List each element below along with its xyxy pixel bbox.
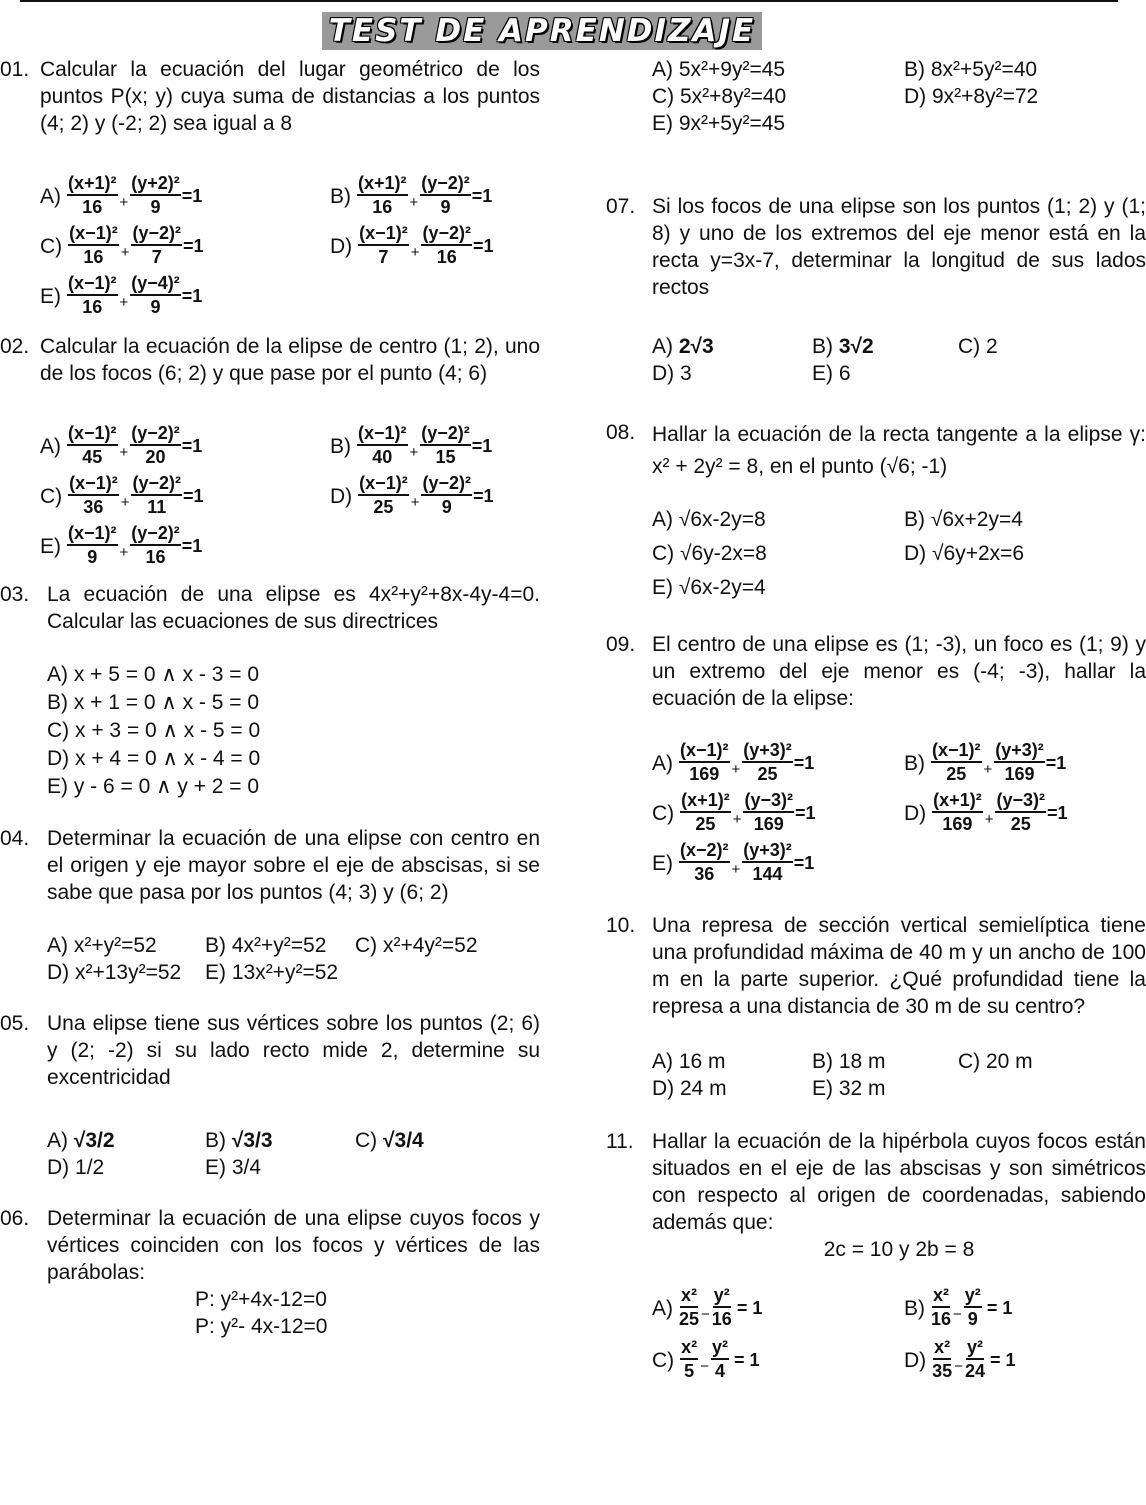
option-c — [40, 223, 330, 269]
option-a — [652, 503, 904, 537]
option-d — [330, 223, 494, 269]
option-b — [205, 1127, 355, 1154]
option-e — [652, 571, 766, 605]
fraction — [932, 790, 983, 836]
denominator: 144 — [752, 864, 783, 884]
numerator: (y+2)² — [130, 173, 181, 196]
fraction — [679, 840, 730, 886]
fraction — [743, 790, 794, 836]
option-e: E) 32 m — [812, 1077, 886, 1100]
option-c: C) x²+4y²=52 — [355, 934, 478, 957]
numerator: y² — [713, 1285, 731, 1308]
option-label: E) — [652, 576, 673, 599]
denominator: 16 — [372, 197, 393, 217]
denominator: 169 — [1004, 764, 1035, 784]
denominator: 25 — [373, 497, 394, 517]
question-04 — [0, 825, 540, 986]
question-09 — [606, 631, 1146, 886]
question-07 — [606, 193, 1146, 387]
fraction — [358, 473, 409, 519]
left-column — [0, 56, 540, 1360]
denominator: 25 — [757, 764, 778, 784]
equals-one: =1 — [182, 235, 204, 256]
denominator: 9 — [440, 197, 451, 217]
fraction — [680, 790, 731, 836]
operator: − — [953, 1305, 962, 1323]
fraction — [931, 1285, 951, 1331]
option-a — [40, 173, 330, 219]
numerator: (x+1)² — [680, 790, 731, 813]
operator: + — [120, 243, 130, 261]
operator: − — [700, 1357, 709, 1375]
numerator: (y−2)² — [420, 423, 471, 446]
option-label: E) — [40, 534, 61, 558]
option-value: 1/2 — [75, 1156, 105, 1179]
numerator: (y−2)² — [421, 223, 472, 246]
fraction — [712, 1285, 732, 1331]
option-b: B) x + 1 = 0 ∧ x - 5 = 0 — [47, 691, 260, 714]
denominator: 16 — [82, 197, 103, 217]
equals-one: =1 — [794, 802, 816, 823]
numerator: (x−1)² — [67, 523, 118, 546]
numerator: (x−2)² — [679, 840, 730, 863]
numerator: (y+3)² — [742, 740, 793, 763]
denominator: 9 — [87, 547, 98, 567]
parabola-1: P: y²+4x-12=0 — [195, 1288, 327, 1311]
equals-one: =1 — [181, 185, 203, 206]
option-b — [904, 1285, 1012, 1331]
equals-one: =1 — [1045, 752, 1067, 773]
denominator: 9 — [150, 297, 161, 317]
option-label: C) — [652, 801, 675, 825]
option-a: A) 16 m — [652, 1050, 726, 1073]
numerator: (x+1)² — [67, 173, 118, 196]
fraction — [742, 840, 793, 886]
question-05 — [0, 1010, 540, 1181]
question-number: 06. — [0, 1207, 30, 1230]
denominator: 15 — [435, 447, 456, 467]
question-01 — [0, 56, 540, 319]
fraction — [932, 1337, 952, 1383]
question-text: Determinar la ecuación de una elipse con centro en el origen y eje mayor sobre el eje de abscisas, si se sabe que pasa por los puntos (4; 3) y (6; 2) — [47, 827, 540, 904]
option-b — [330, 173, 492, 219]
question-02 — [0, 333, 540, 569]
numerator: (x−1)² — [67, 273, 118, 296]
option-value: √6x-2y=4 — [678, 576, 766, 599]
option-label: C) — [355, 1129, 378, 1152]
question-number: 07. — [606, 195, 636, 218]
option-label: D) — [652, 362, 675, 385]
option-e — [812, 360, 851, 387]
equals-one: =1 — [181, 535, 203, 556]
denominator: 9 — [967, 1309, 978, 1329]
numerator: (y+3)² — [994, 740, 1045, 763]
question-text: Una represa de sección vertical semielíptica tiene una profundidad máxima de 40 m y un ancho de 100 m en la parte superior. ¿Qué profundidad tiene la represa a una distancia de 30 m de su centro? — [652, 914, 1146, 1018]
option-b — [904, 503, 1023, 537]
numerator: y² — [711, 1337, 729, 1360]
denominator: 25 — [695, 814, 716, 834]
question-number: 08. — [606, 421, 636, 444]
option-d: D) 9x²+8y²=72 — [904, 85, 1039, 108]
operator: + — [410, 243, 420, 261]
page-title: TEST DE APRENDIZAJE — [328, 12, 756, 49]
option-label: C) — [652, 542, 675, 565]
option-a — [652, 333, 812, 360]
option-label: E) — [652, 851, 673, 875]
option-value: 2√3 — [678, 335, 714, 358]
fraction — [679, 1285, 699, 1331]
denominator: 35 — [932, 1361, 953, 1381]
operator: + — [410, 493, 420, 511]
option-label: B) — [904, 751, 925, 775]
given-values: 2c = 10 y 2b = 8 — [823, 1238, 975, 1261]
equals-one: = 1 — [733, 1349, 760, 1370]
option-value: 2 — [986, 335, 998, 358]
equals-one: = 1 — [990, 1349, 1016, 1370]
option-b — [904, 740, 1066, 786]
equals-one: =1 — [182, 485, 204, 506]
equals-one: =1 — [472, 485, 494, 506]
option-a: A) x²+y²=52 — [47, 934, 157, 957]
option-label: B) — [904, 1296, 925, 1320]
question-text: Hallar la ecuación de la hipérbola cuyos focos están situados en el eje de las abscisas y son simétricos con respecto al origen de coordenadas, sabiendo además que: — [652, 1130, 1146, 1234]
option-c — [355, 1127, 424, 1154]
denominator: 16 — [82, 297, 103, 317]
denominator: 9 — [441, 497, 452, 517]
option-label: E) — [812, 362, 833, 385]
denominator: 45 — [82, 447, 103, 467]
option-value: 6 — [838, 362, 851, 385]
numerator: (x+1)² — [357, 173, 408, 196]
operator: + — [731, 760, 741, 778]
numerator: (x−1)² — [68, 223, 119, 246]
denominator: 16 — [436, 247, 457, 267]
option-label: B) — [904, 508, 925, 531]
numerator: (x−1)² — [357, 423, 408, 446]
operator: + — [409, 193, 419, 211]
numerator: (y−2)² — [420, 173, 471, 196]
option-label: A) — [40, 184, 61, 208]
option-value: √6y-2x=8 — [680, 542, 767, 565]
option-label: C) — [958, 335, 981, 358]
fraction — [711, 1337, 729, 1383]
question-number: 04. — [0, 827, 30, 850]
option-b: B) 8x²+5y²=40 — [904, 58, 1038, 81]
option-label: A) — [652, 508, 673, 531]
equals-one: = 1 — [736, 1297, 763, 1318]
denominator: 169 — [753, 814, 784, 834]
numerator: y² — [964, 1285, 982, 1308]
operator: − — [701, 1305, 710, 1323]
denominator: 169 — [689, 764, 720, 784]
option-e — [40, 273, 202, 319]
equals-one: =1 — [181, 285, 203, 306]
question-number: 01. — [0, 58, 30, 81]
question-text: Calcular la ecuación de la elipse de centro (1; 2), uno de los focos (6; 2) y que pase por el punto (4; 6) — [40, 335, 540, 385]
option-value: 3/4 — [231, 1156, 262, 1179]
fraction — [679, 740, 730, 786]
numerator: (y+3)² — [742, 840, 793, 863]
equals-one: = 1 — [986, 1297, 1013, 1318]
equals-one: =1 — [793, 852, 815, 873]
operator: + — [119, 543, 129, 561]
option-label: A) — [652, 335, 673, 358]
question-text: Una elipse tiene sus vértices sobre los puntos (2; 6) y (2; -2) si su lado recto mide 2, determine su excentricidad — [47, 1012, 540, 1089]
fraction — [67, 523, 118, 569]
option-c — [40, 473, 330, 519]
denominator: 11 — [147, 497, 167, 517]
option-e — [652, 840, 814, 886]
option-d: D) x + 4 = 0 ∧ x - 4 = 0 — [47, 747, 261, 770]
option-d — [652, 360, 812, 387]
denominator: 16 — [711, 1309, 732, 1329]
option-e: E) y - 6 = 0 ∧ y + 2 = 0 — [47, 775, 260, 798]
option-d: D) x²+13y²=52 — [47, 961, 182, 984]
denominator: 25 — [1010, 814, 1031, 834]
equals-one: =1 — [1046, 802, 1068, 823]
denominator: 16 — [83, 247, 104, 267]
numerator: (x−1)² — [358, 223, 409, 246]
fraction — [357, 173, 408, 219]
option-label: E) — [40, 284, 61, 308]
option-b: B) 4x²+y²=52 — [205, 934, 327, 957]
numerator: (y−3)² — [995, 790, 1046, 813]
denominator: 36 — [694, 864, 715, 884]
option-value: √6x-2y=8 — [678, 508, 766, 531]
denominator: 5 — [684, 1361, 695, 1381]
option-label: C) — [40, 484, 63, 508]
equals-one: =1 — [793, 752, 815, 773]
numerator: y² — [966, 1337, 984, 1360]
question-10 — [606, 912, 1146, 1102]
numerator: x² — [932, 1285, 950, 1308]
operator: + — [409, 443, 419, 461]
option-label: D) — [904, 801, 927, 825]
option-c: C) x + 3 = 0 ∧ x - 5 = 0 — [47, 719, 261, 742]
operator: + — [731, 860, 741, 878]
option-label: C) — [652, 1348, 675, 1372]
fraction — [131, 473, 182, 519]
option-label: D) — [47, 1156, 70, 1179]
question-text: Determinar la ecuación de una elipse cuyos focos y vértices coinciden con los focos y vértices de las parábolas: — [47, 1207, 540, 1284]
numerator: (x−1)² — [679, 740, 730, 763]
option-label: D) — [904, 542, 927, 565]
operator: − — [954, 1357, 963, 1375]
fraction — [420, 423, 471, 469]
fraction — [130, 273, 181, 319]
question-number: 02. — [0, 335, 30, 358]
option-b: B) 18 m — [812, 1050, 886, 1073]
question-text: Hallar la ecuación de la recta tangente a la elipse γ: x² + 2y² = 8, en el punto (√6; -1) — [652, 423, 1146, 478]
option-label: D) — [904, 1348, 927, 1372]
option-c — [958, 333, 998, 360]
option-label: B) — [330, 184, 351, 208]
equals-one: =1 — [181, 435, 203, 456]
option-c — [652, 790, 904, 836]
numerator: (y−2)² — [421, 473, 472, 496]
numerator: (x−1)² — [68, 473, 119, 496]
question-text: Calcular la ecuación del lugar geométrico de los puntos P(x; y) cuya suma de distancias a los puntos (4; 2) y (-2; 2) sea igual a 8 — [40, 58, 540, 135]
option-e: E) 13x²+y²=52 — [205, 961, 339, 984]
option-c — [652, 537, 904, 571]
equals-one: =1 — [471, 185, 493, 206]
question-11 — [606, 1128, 1146, 1383]
option-e: E) 9x²+5y²=45 — [652, 112, 786, 135]
option-a: A) x + 5 = 0 ∧ x - 3 = 0 — [47, 663, 260, 686]
question-03 — [0, 581, 540, 801]
option-d — [47, 1154, 205, 1181]
option-label: A) — [652, 751, 673, 775]
option-a — [652, 1285, 904, 1331]
option-value: √3/3 — [231, 1129, 273, 1152]
option-value: √6y+2x=6 — [932, 542, 1025, 565]
option-d: D) 24 m — [652, 1077, 727, 1100]
operator: + — [984, 810, 994, 828]
fraction — [421, 473, 472, 519]
option-a — [47, 1127, 205, 1154]
denominator: 25 — [946, 764, 967, 784]
option-label: D) — [330, 234, 353, 258]
option-label: A) — [40, 434, 61, 458]
option-b — [812, 333, 958, 360]
option-a — [652, 740, 904, 786]
question-text: Si los focos de una elipse son los puntos (1; 2) y (1; 8) y uno de los extremos del eje menor está en la recta y=3x-7, determinar la longitud de sus lados rectos — [652, 195, 1146, 299]
fraction — [420, 173, 471, 219]
question-number: 05. — [0, 1012, 30, 1035]
fraction — [130, 173, 181, 219]
operator: + — [983, 760, 993, 778]
title-banner — [322, 12, 762, 50]
option-c: C) 5x²+8y²=40 — [652, 85, 787, 108]
option-a: A) 5x²+9y²=45 — [652, 58, 786, 81]
option-d — [904, 790, 1068, 836]
fraction — [67, 173, 118, 219]
denominator: 24 — [964, 1361, 985, 1381]
equals-one: =1 — [471, 435, 493, 456]
question-number: 11. — [606, 1130, 634, 1153]
option-label: C) — [40, 234, 63, 258]
numerator: (y−2)² — [130, 523, 181, 546]
numerator: x² — [680, 1285, 698, 1308]
question-08 — [606, 419, 1146, 605]
right-column — [606, 56, 1146, 1403]
fraction — [994, 740, 1045, 786]
option-d — [330, 473, 494, 519]
question-06 — [0, 1205, 540, 1340]
fraction — [68, 223, 119, 269]
option-e — [40, 523, 202, 569]
denominator: 16 — [145, 547, 166, 567]
option-value: √3/4 — [383, 1129, 424, 1152]
question-number: 10. — [606, 914, 636, 937]
fraction — [742, 740, 793, 786]
denominator: 9 — [150, 197, 161, 217]
fraction — [931, 740, 982, 786]
fraction — [67, 423, 118, 469]
denominator: 7 — [378, 247, 389, 267]
numerator: (y−4)² — [130, 273, 181, 296]
operator: + — [119, 293, 129, 311]
fraction — [130, 523, 181, 569]
fraction — [964, 1285, 982, 1331]
option-value: 3 — [680, 362, 692, 385]
numerator: (y−2)² — [131, 223, 182, 246]
option-label: E) — [205, 1156, 226, 1179]
question-06-options — [606, 56, 1146, 137]
fraction — [680, 1337, 698, 1383]
numerator: x² — [680, 1337, 698, 1360]
numerator: (x+1)² — [932, 790, 983, 813]
option-b — [330, 423, 492, 469]
option-label: B) — [812, 335, 833, 358]
fraction — [67, 273, 118, 319]
numerator: (y−3)² — [743, 790, 794, 813]
fraction — [421, 223, 472, 269]
denominator: 40 — [372, 447, 393, 467]
numerator: (x−1)² — [931, 740, 982, 763]
operator: + — [119, 443, 129, 461]
option-a — [40, 423, 330, 469]
option-value: 3√2 — [838, 335, 874, 358]
operator: + — [120, 493, 130, 511]
option-e — [205, 1154, 261, 1181]
numerator: (y−2)² — [131, 473, 182, 496]
fraction — [995, 790, 1046, 836]
question-text: La ecuación de una elipse es 4x²+y²+8x-4y-4=0. Calcular las ecuaciones de sus directrices — [47, 583, 540, 633]
fraction — [131, 223, 182, 269]
fraction — [965, 1337, 985, 1383]
numerator: x² — [933, 1337, 951, 1360]
option-label: A) — [652, 1296, 673, 1320]
question-number: 03. — [0, 583, 30, 606]
option-c: C) 20 m — [958, 1050, 1033, 1073]
fraction — [68, 473, 119, 519]
parabola-2: P: y²- 4x-12=0 — [195, 1315, 328, 1338]
question-text: El centro de una elipse es (1; -3), un foco es (1; 9) y un extremo del eje menor es (-4; -3), hallar la ecuación de la elipse: — [652, 633, 1146, 710]
top-rule — [20, 0, 1118, 2]
denominator: 20 — [145, 447, 166, 467]
denominator: 4 — [714, 1361, 725, 1381]
option-c — [652, 1337, 904, 1383]
denominator: 7 — [151, 247, 162, 267]
denominator: 36 — [83, 497, 104, 517]
option-value: √6x+2y=4 — [930, 508, 1023, 531]
equals-one: =1 — [472, 235, 494, 256]
option-label: A) — [47, 1129, 68, 1152]
option-label: B) — [205, 1129, 226, 1152]
numerator: (x−1)² — [67, 423, 118, 446]
fraction — [357, 423, 408, 469]
option-label: D) — [330, 484, 353, 508]
option-label: B) — [330, 434, 351, 458]
denominator: 25 — [679, 1309, 700, 1329]
question-number: 09. — [606, 633, 636, 656]
fraction — [130, 423, 181, 469]
numerator: (x−1)² — [358, 473, 409, 496]
option-d — [904, 1337, 1016, 1383]
fraction — [358, 223, 409, 269]
numerator: (y−2)² — [130, 423, 181, 446]
denominator: 16 — [931, 1309, 952, 1329]
option-value: √3/2 — [73, 1129, 115, 1152]
operator: + — [119, 193, 129, 211]
operator: + — [732, 810, 742, 828]
denominator: 169 — [942, 814, 973, 834]
option-d — [904, 537, 1024, 571]
